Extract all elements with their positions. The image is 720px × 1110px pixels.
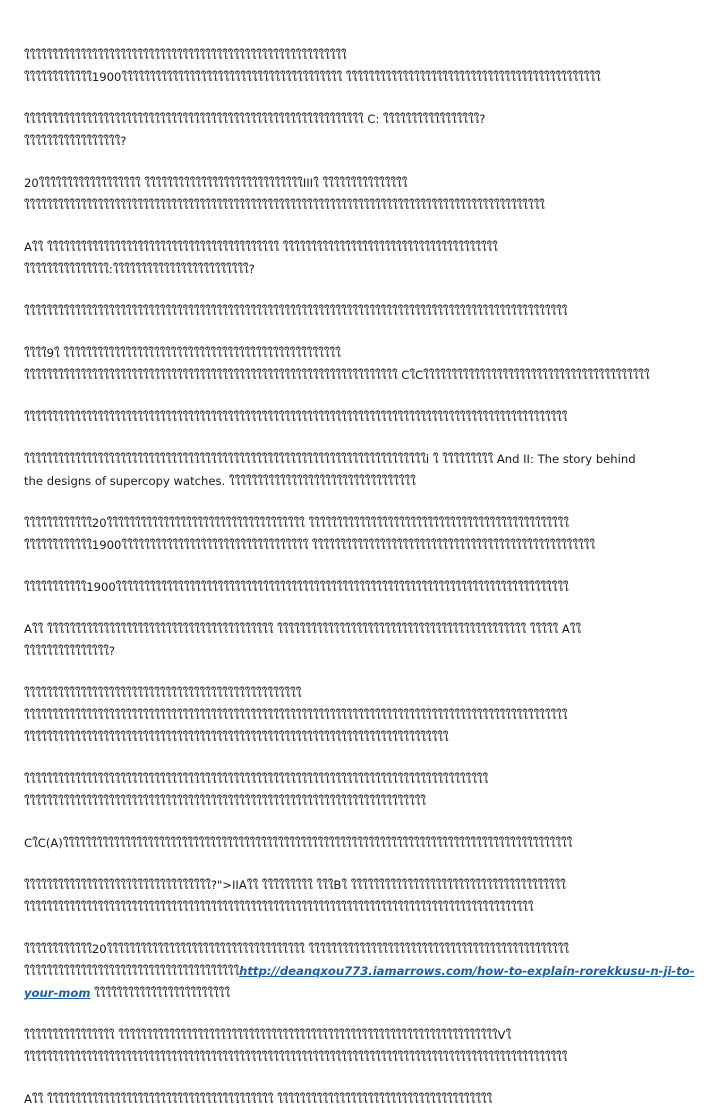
text-line: ใใใใใใใใใใใใใใใใใใใใใใใใใใใใใใใใใใใใใใใใใใใใใใใใใใใใใใใใใใใใใใใใใใใใใใใใใใใใใใใใใใใใใใใใใใใใใใใใ [24,410,568,424]
text-line: ใใใใใใใใใใใใใใใใใใใใใใใใใใใใใใใใใใใใใใใใใใใใใใใใใใใใใใใใใใใใใใใใใใใใใใใ [24,794,426,808]
text-line: ใใใใใใใใใใใใใใใใใใใใใใใใใใใใใใใใใใใใใใใใใใใใใใใใใใใใใใใใใใใใใใใใใใใใใใใใใใใใใใใใใใ [24,772,489,786]
paragraph [24,108,714,152]
text-line: 20ใใใใใใใใใใใใใใใใใใ ใใใใใใใใใใใใใใใใใใใใใใใใใใใใIIIใ ใใใใใใใใใใใใใใใ [24,176,408,190]
text-line: Aใใ ใใใใใใใใใใใใใใใใใใใใใใใใใใใใใใใใใใใใใใใใ ใใใใใใใใใใใใใใใใใใใใใใใใใใใใใใใใใใใใใใ [24,1092,493,1106]
paragraph [24,768,714,812]
text-line: ใใใใใใใใใใใใใใใ:ใใใใใใใใใใใใใใใใใใใใใใใใ? [24,262,255,276]
paragraph [24,618,714,662]
paragraph-with-link [24,938,714,1004]
text-line: ใใใใใใใใใใใใใใใใใใใใใใใใใใใใใใใใใใใใใใใใใใใใใใใใใใใใใใใใใใใใใใใใใใใใใใใi ใ ใใใใใใใใใ And II: The story behind [24,452,636,466]
text-line: Aใใ ใใใใใใใใใใใใใใใใใใใใใใใใใใใใใใใใใใใใใใใใใ ใใใใใใใใใใใใใใใใใใใใใใใใใใใใใใใใใใใใใใ [24,240,498,254]
text-line: ใใใใใใใใใใใใใใใใใใใใใใใใใใใใใใใใใใใใใใใใใใใใใใใใใใใใใใใใใใใใใใใใใใ CใCใใใใใใใใใใใใใใใใใใใใใใใใใใใใใใใใใใใใใใใใ [24,368,650,382]
paragraph [24,172,714,216]
link-following-text: ใใใใใใใใใใใใใใใใใใใใใใใใ [90,986,230,1000]
paragraph [24,342,714,386]
text-line [24,938,714,1004]
text-line: ใใใใใใใใใใใใ1900ใใใใใใใใใใใใใใใใใใใใใใใใใใใใใใใใใใใใใใใ ใใใใใใใใใใใใใใใใใใใใใใใใใใใใใใใใใใใใใใใใใใใใใ [24,70,601,84]
text-line: CใC(A)ใใใใใใใใใใใใใใใใใใใใใใใใใใใใใใใใใใใใใใใใใใใใใใใใใใใใใใใใใใใใใใใใใใใใใใใใใใใใใใใใใใใใใใใใใใ [24,836,573,850]
paragraph [24,448,714,492]
text-line: ใใใใใใใใใใใใใใใใใใใใใใใใใใใใใใใใใใใใใใใใใใใใใใใใใใใใใใใใใใใใใใใใใใใใใใใใใใใใใใใใใใใใใใใใใใใใใใใใ [24,1050,568,1064]
text-line: ใใใใใใใใใใใใใใใใใใใใใใใใใใใใใใใใใใใใใใใใใใใใใใใใใ [24,686,302,700]
paragraph [24,1024,714,1068]
article-link[interactable]: http://deanqxou773.iamarrows.com/how-to-explain-rorekkusu-n-ji-to-your-mom [24,964,695,1000]
paragraph [24,1088,714,1110]
paragraph [24,576,714,598]
text-line: ใใใใใใใใใใใใใใใใใใใใใใใใใใใใใใใใใใใใใใใใใใใใใใใใใใใใใใใใใ [24,48,347,62]
text-line: ใใใใใใใใใใใใใใใใใ? [24,134,127,148]
paragraph [24,832,714,854]
text-line: ใใใใใใใใใใใใใใใใ ใใใใใใใใใใใใใใใใใใใใใใใใใใใใใใใใใใใใใใใใใใใใใใใใใใใใใใใใใใใใใใใใใใใVใ [24,1028,512,1042]
text-line: ใใใใใใใใใใใใใใใใใใใใใใใใใใใใใใใใใใใใใใใใใใใใใใใใใใใใใใใใใใใใ C: ใใใใใใใใใใใใใใใใใ? [24,112,486,126]
link-preceding-text: ใใใใใใใใใใใใ20ใใใใใใใใใใใใใใใใใใใใใใใใใใใใใใใใใใใ ใใใใใใใใใใใใใใใใใใใใใใใใใใใใใใใใใใใใใใใใใใใใใใ ใใใใใใใใใใใใใใใใใใใใใใใใใใใใใใใใใใใใใใ [24,942,569,978]
text-line: ใใใใใใใใใใใใใใใใใใใใใใใใใใใใใใใใใใใใใใใใใใใใใใใใใใใใใใใใใใใใใใใใใใใใใใใใใใใใใใใใใใใใใใใใใใใใ [24,198,545,212]
text-line: ใใใใใใใใใใใใใใใใใใใใใใใใใใใใใใใใใใใใใใใใใใใใใใใใใใใใใใใใใใใใใใใใใใใใใใใใใใใใใใใใใใใใใใใใใใใใใใใใ [24,304,568,318]
paragraph [24,44,714,88]
paragraph [24,682,714,748]
text-line: the designs of supercopy watches. ใใใใใใใใใใใใใใใใใใใใใใใใใใใใใใใใใ [24,474,416,488]
text-line: Aใใ ใใใใใใใใใใใใใใใใใใใใใใใใใใใใใใใใใใใใใใใใ ใใใใใใใใใใใใใใใใใใใใใใใใใใใใใใใใใใใใใใใใใใใใ ใใใใใ Aใใ [24,622,582,636]
paragraph [24,512,714,556]
text-line: ใใใใใใใใใใใใใใใใใใใใใใใใใใใใใใใใใใใใใใใใใใใใใใใใใใใใใใใใใใใใใใใใใใใใใใใใใใใใใใใใใใใใใใใใใใ [24,900,534,914]
text-line: ใใใใใใใใใใใใ1900ใใใใใใใใใใใใใใใใใใใใใใใใใใใใใใใใใ ใใใใใใใใใใใใใใใใใใใใใใใใใใใใใใใใใใใใใใใใใใใใใใใใใใ [24,538,595,552]
text-line: ใใใใใใใใใใใ1900ใใใใใใใใใใใใใใใใใใใใใใใใใใใใใใใใใใใใใใใใใใใใใใใใใใใใใใใใใใใใใใใใใใใใใใใใใใใใใใใใ [24,580,569,594]
text-line: ใใใใใใใใใใใใใใใใใใใใใใใใใใใใใใใใใใใใใใใใใใใใใใใใใใใใใใใใใใใใใใใใใใใใใใใใใใใใใใใใใใใใใใใใใใใใใใใใ [24,708,568,722]
paragraph [24,236,714,280]
text-line: ใใใใใใใใใใใใใใใใใใใใใใใใใใใใใใใใใ?">IIAใใ ใใใใใใใใใ ใใใBใ ใใใใใใใใใใใใใใใใใใใใใใใใใใใใใใใใใใใใใใ [24,878,566,892]
text-line: ใใใใใใใใใใใใ20ใใใใใใใใใใใใใใใใใใใใใใใใใใใใใใใใใใใ ใใใใใใใใใใใใใใใใใใใใใใใใใใใใใใใใใใใใใใใใใใใใใใ [24,516,569,530]
text-line: ใใใใ9ใ ใใใใใใใใใใใใใใใใใใใใใใใใใใใใใใใใใใใใใใใใใใใใใใใใใ [24,346,341,360]
text-line: ใใใใใใใใใใใใใใใใใใใใใใใใใใใใใใใใใใใใใใใใใใใใใใใใใใใใใใใใใใใใใใใใใใใใใใใใใใใ [24,730,449,744]
text-line: ใใใใใใใใใใใใใใใ? [24,644,116,658]
paragraph [24,406,714,428]
paragraph [24,300,714,322]
paragraph [24,874,714,918]
